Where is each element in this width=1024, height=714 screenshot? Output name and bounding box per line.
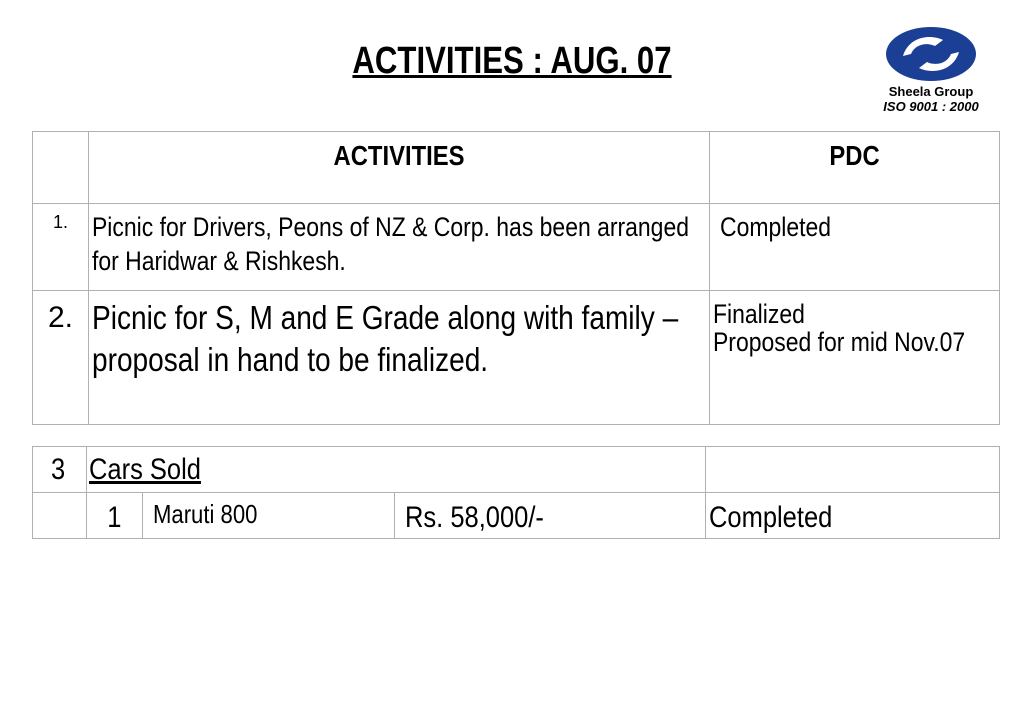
- row-num-cell: [33, 204, 89, 291]
- table-row: [33, 204, 1000, 291]
- logo-iso-text: ISO 9001 : 2000: [883, 99, 979, 114]
- section-empty-cell: [706, 447, 1000, 493]
- row-activity: Picnic for S, M and E Grade along with family – proposal in hand to be finalized.: [92, 299, 679, 378]
- item-status-cell: [706, 493, 1000, 539]
- row-pdc-status: Finalized: [713, 299, 805, 329]
- item-num: 1: [107, 501, 122, 534]
- header-pdc: PDC: [829, 140, 880, 171]
- section-num: 3: [51, 453, 66, 486]
- row-activity: Picnic for Drivers, Peons of NZ & Corp. has been arranged for Haridwar & Rishkesh.: [92, 212, 689, 276]
- item-amount-cell: [395, 493, 706, 539]
- header-pdc-cell: [710, 132, 1000, 204]
- row-num: 1.: [52, 212, 68, 232]
- header-num-cell: [33, 132, 89, 204]
- table-header-row: [33, 132, 1000, 204]
- activities-table: [32, 131, 1000, 425]
- section-label-cell: [87, 447, 706, 493]
- row-num: 2.: [47, 301, 74, 334]
- row-num-cell: [33, 291, 89, 425]
- row-activity-cell: [89, 204, 710, 291]
- item-status: Completed: [709, 501, 833, 534]
- item-num-cell: [87, 493, 143, 539]
- row-pdc-status: Completed: [720, 212, 831, 242]
- sheela-logo-icon: [885, 26, 977, 82]
- section-num-cell: [33, 447, 87, 493]
- table-row: [33, 493, 1000, 539]
- row-pdc-cell: [710, 291, 1000, 425]
- company-logo: [872, 26, 990, 120]
- row-pdc-note: Proposed for mid Nov.07: [713, 327, 966, 357]
- header-activities-cell: [89, 132, 710, 204]
- cars-sold-table: [32, 446, 1000, 539]
- item-name: Maruti 800: [153, 499, 258, 529]
- logo-company-name: Sheela Group: [888, 84, 974, 99]
- page-title: ACTIVITIES : AUG. 07: [352, 40, 672, 82]
- table-row: [33, 291, 1000, 425]
- header-activities: ACTIVITIES: [333, 140, 465, 171]
- item-empty-cell: [33, 493, 87, 539]
- item-amount: Rs. 58,000/-: [405, 501, 544, 534]
- item-name-cell: [143, 493, 395, 539]
- section-label: Cars Sold: [89, 453, 201, 486]
- row-activity-cell: [89, 291, 710, 425]
- row-pdc-cell: [710, 204, 1000, 291]
- section-row: [33, 447, 1000, 493]
